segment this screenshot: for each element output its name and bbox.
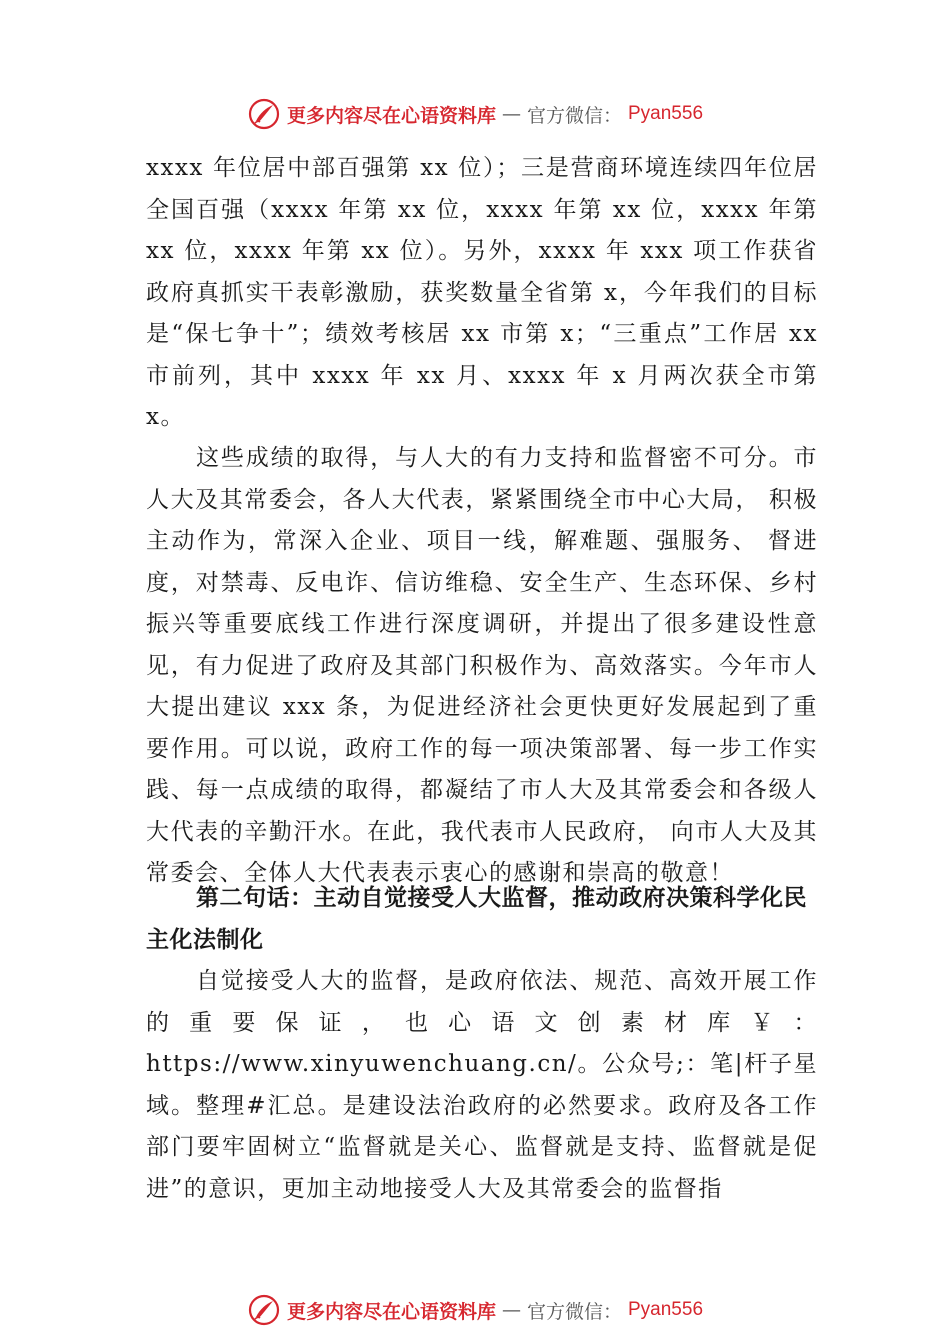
header-slogan: 更多内容尽在心语资料库 — [286, 104, 496, 127]
body-paragraph-1: xxxx 年位居中部百强第 xx 位）；三是营商环境连续四年位居全国百强（xxxx 年第 xx 位，xxxx 年第 xx 位，xxxx 年第 xx 位，xxxx 年第 xx 位）。另外，xxxx 年 xxx 项工作获省政府真抓实干表彰激励，获奖数量全省第 x，今年我们的目标是“保七争十”；绩效考核居 xx 市第 x；“三重点”工作居 xx 市前列，其中 xxxx 年 xx 月、xxxx 年 x 月两次获全市第 x。 — [146, 155, 818, 430]
footer-banner — [0, 1290, 950, 1330]
body-paragraph-3: 自觉接受人大的监督，是政府依法、规范、高效开展工作的重要保证，也心语文创素材库￥：https://www.xinyuwenchuang.cn/。公众号;：笔|杆子星域。整理#汇总。是建设法治政府的必然要求。政府及各工作部门要牢固树立“监督就是关心、监督就是支持、监督就是促进”的意识，更加主动地接受人大及其常委会的监督指 — [146, 968, 818, 1202]
header-banner — [0, 94, 950, 134]
section-heading: 第二句话：主动自觉接受人大监督，推动政府决策科学化民主化法制化 — [146, 885, 807, 953]
brush-logo-icon — [247, 1293, 281, 1327]
brush-logo-icon — [247, 97, 281, 131]
body-paragraph-2: 这些成绩的取得，与人大的有力支持和监督密不可分。市人大及其常委会，各人大代表，紧紧围绕全市中心大局， 积极主动作为，常深入企业、项目一线，解难题、强服务、 督进度，对禁毒、反电诈、信访维稳、安全生产、生态环保、乡村振兴等重要底线工作进行深度调研，并提出了很多建设性意见，有力促进了政府及其部门积极作为、高效落实。今年市人大提出建议 xxx 条，为促进经济社会更快更好发展起到了重要作用。可以说，政府工作的每一项决策部署、每一步工作实践、每一点成绩的取得，都凝结了市人大及其常委会和各级人大代表的辛勤汗水。在此，我代表市人民政府， 向市人大及其常委会、全体人大代表表示衷心的感谢和崇高的敬意！ — [146, 445, 818, 886]
header-dash: — — [501, 103, 521, 125]
header-wechat-label: 官方微信： — [526, 104, 622, 127]
footer-slogan: 更多内容尽在心语资料库 — [286, 1300, 496, 1323]
header-wechat-id: Pyan556 — [628, 103, 704, 124]
footer-wechat-label: 官方微信： — [526, 1300, 622, 1323]
footer-wechat-id: Pyan556 — [628, 1299, 704, 1320]
footer-dash: — — [501, 1299, 521, 1321]
